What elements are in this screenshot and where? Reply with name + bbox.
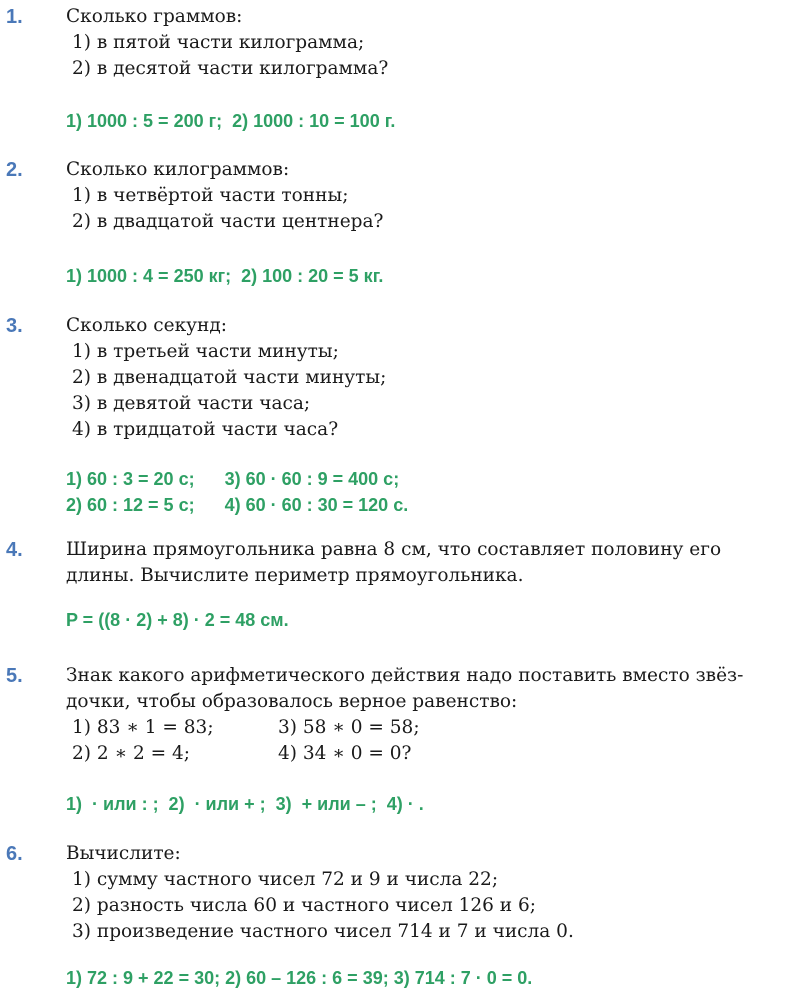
- problem-line: 3) в девятой части часа;: [72, 393, 311, 414]
- answer: [66, 965, 532, 991]
- problem-line: длины. Вычислите периметр прямоугольника.: [66, 565, 524, 586]
- problem-line: 2) разность числа 60 и частного чисел 126 и 6;: [72, 895, 537, 916]
- subproblem: 1) 83 ∗ 1 = 83;: [72, 717, 214, 738]
- subproblem: 3) 58 ∗ 0 = 58;: [278, 717, 420, 738]
- answer-line: 1) 1000 : 4 = 250 кг; 2) 100 : 20 = 5 кг.: [66, 266, 384, 286]
- problem-line: 2) в двенадцатой части минуты;: [72, 367, 387, 388]
- answer: [66, 108, 395, 134]
- problem-line: 3) произведение частного чисел 714 и 7 и числа 0.: [72, 921, 574, 942]
- problem-text: [66, 663, 796, 767]
- problem-line: 1) в четвёртой части тонны;: [72, 185, 349, 206]
- problem-number: 1.: [6, 6, 23, 28]
- problem-line: дочки, чтобы образовалось верное равенство:: [66, 691, 518, 712]
- problem-number: 3.: [6, 315, 23, 337]
- problem-line: 1) сумму частного чисел 72 и 9 и числа 22;: [72, 869, 499, 890]
- answer-line: 1) 1000 : 5 = 200 г; 2) 1000 : 10 = 100 г.: [66, 111, 396, 131]
- problem-line: 1) в пятой части килограмма;: [72, 32, 365, 53]
- problem-line: [66, 715, 796, 741]
- answer: [66, 263, 383, 289]
- problem-text: [66, 157, 796, 235]
- problem-text: [66, 841, 796, 945]
- problem-number: 4.: [6, 539, 23, 561]
- problem-line: Сколько секунд:: [66, 315, 227, 336]
- problem-text: [66, 4, 796, 82]
- answer-line: 1) 60 : 3 = 20 с; 3) 60 · 60 : 9 = 400 с;: [66, 469, 400, 489]
- answer: [66, 791, 424, 817]
- subproblem: 2) 2 ∗ 2 = 4;: [72, 743, 191, 764]
- answer-line: 1) · или : ; 2) · или + ; 3) + или – ; 4) · .: [66, 794, 424, 814]
- problem-line: 4) в тридцатой части часа?: [72, 419, 339, 440]
- problem-text: [66, 313, 796, 443]
- answer: [66, 607, 289, 633]
- problem-line: [66, 741, 796, 767]
- problem-line: Вычислите:: [66, 843, 181, 864]
- problem-line: Сколько граммов:: [66, 6, 243, 27]
- problem-number: 5.: [6, 665, 23, 687]
- problem-line: 1) в третьей части минуты;: [72, 341, 339, 362]
- problem-number: 2.: [6, 159, 23, 181]
- problem-line: Ширина прямоугольника равна 8 см, что составляет половину его: [66, 539, 722, 560]
- subproblem: 4) 34 ∗ 0 = 0?: [278, 743, 412, 764]
- problem-number: 6.: [6, 843, 23, 865]
- problem-line: Знак какого арифметического действия надо поставить вместо звёз-: [66, 665, 744, 686]
- answer-line: 1) 72 : 9 + 22 = 30; 2) 60 – 126 : 6 = 39; 3) 714 : 7 · 0 = 0.: [66, 968, 533, 988]
- problem-text: [66, 537, 796, 589]
- answer: [66, 466, 408, 518]
- problem-line: 2) в двадцатой части центнера?: [72, 211, 384, 232]
- problem-line: Сколько килограммов:: [66, 159, 290, 180]
- answer-line: 2) 60 : 12 = 5 с; 4) 60 · 60 : 30 = 120 с.: [66, 495, 409, 515]
- answer-line: P = ((8 · 2) + 8) · 2 = 48 см.: [66, 610, 289, 630]
- problem-line: 2) в десятой части килограмма?: [72, 58, 389, 79]
